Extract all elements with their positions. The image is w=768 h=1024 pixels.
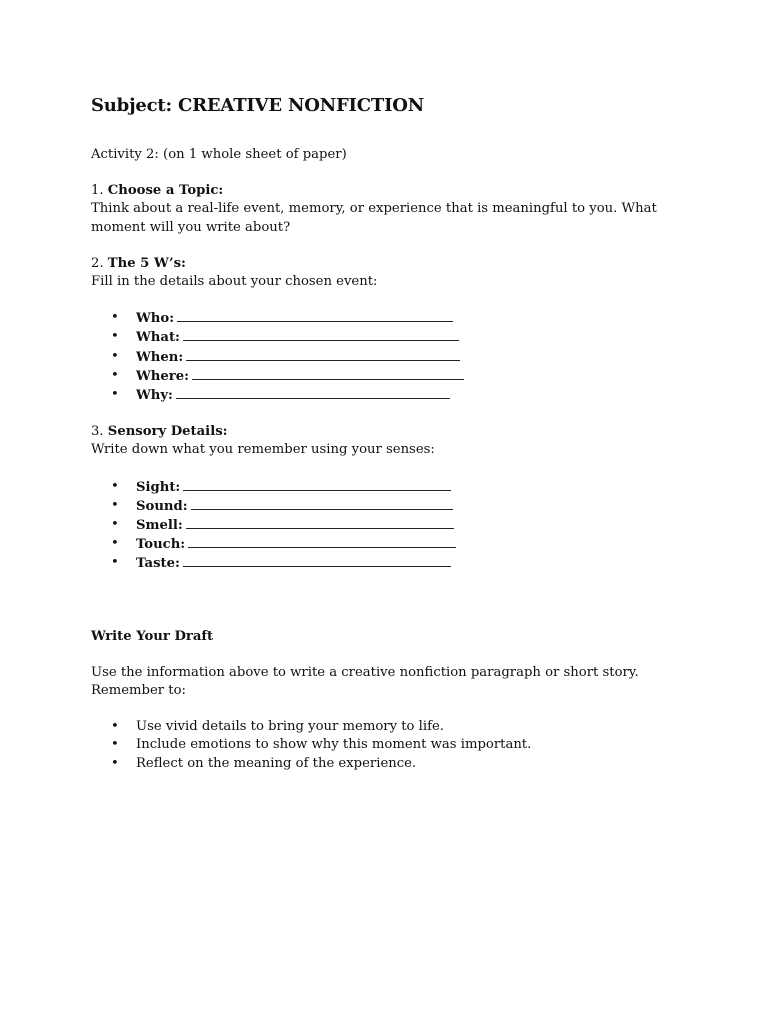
sound-label: Sound: — [136, 498, 188, 514]
when-label: When: — [136, 349, 184, 365]
list-item-where — [91, 367, 691, 386]
section-2-title: The 5 W’s: — [107, 255, 186, 271]
who-label: Who: — [136, 311, 175, 327]
list-item-reminder — [91, 755, 691, 773]
what-blank-line[interactable] — [183, 328, 459, 341]
reminder-text: Include emotions to show why this moment was important. — [136, 737, 532, 753]
bullet: • — [111, 387, 119, 403]
section-3-title: Sensory Details: — [107, 424, 228, 440]
list-item-sound — [91, 497, 691, 516]
bullet: • — [111, 536, 119, 552]
reminder-text: Reflect on the meaning of the experience. — [136, 755, 417, 771]
activity-instruction: Activity 2: (on 1 whole sheet of paper) — [91, 147, 347, 162]
sight-blank-line[interactable] — [183, 478, 451, 491]
list-item-why — [91, 386, 691, 405]
touch-blank-line[interactable] — [188, 535, 456, 548]
page-title: Subject: CREATIVE NONFICTION — [91, 95, 425, 116]
taste-label: Taste: — [136, 556, 180, 572]
bullet: • — [111, 329, 119, 345]
list-item-smell — [91, 516, 691, 535]
list-item-reminder — [91, 718, 691, 736]
section-1-text-line-2: moment will you write about? — [91, 219, 291, 235]
section-2-text: Fill in the details about your chosen event: — [91, 274, 378, 290]
section-1-number: 1. — [91, 183, 104, 199]
where-label: Where: — [136, 368, 189, 384]
touch-label: Touch: — [136, 537, 186, 553]
bullet: • — [111, 755, 119, 771]
section-3-text: Write down what you remember using your senses: — [91, 442, 435, 458]
sight-label: Sight: — [136, 479, 181, 495]
list-item-what — [91, 328, 691, 347]
section-3-heading — [91, 423, 691, 441]
list-item-when — [91, 348, 691, 367]
list-item-taste — [91, 554, 691, 573]
bullet: • — [111, 497, 119, 513]
what-label: What: — [136, 330, 180, 346]
bullet: • — [111, 310, 119, 326]
smell-blank-line[interactable] — [186, 516, 454, 529]
list-item-touch — [91, 535, 691, 554]
smell-label: Smell: — [136, 518, 183, 534]
reminder-text: Use vivid details to bring your memory to life. — [136, 719, 444, 735]
bullet: • — [111, 555, 119, 571]
section-2-number: 2. — [91, 255, 104, 271]
bullet: • — [111, 517, 119, 533]
section-2-heading — [91, 255, 691, 273]
sensory-details-list — [91, 478, 691, 574]
section-1-title: Choose a Topic: — [107, 183, 224, 199]
section-1-text-line-1: Think about a real-life event, memory, or experience that is meaningful to you. What — [91, 201, 657, 217]
draft-reminders-list — [91, 718, 691, 773]
bullet: • — [111, 737, 119, 753]
when-blank-line[interactable] — [186, 348, 460, 361]
bullet: • — [111, 478, 119, 494]
why-label: Why: — [136, 388, 173, 404]
bullet: • — [111, 719, 119, 735]
list-item-who — [91, 309, 691, 328]
bullet: • — [111, 348, 119, 364]
who-blank-line[interactable] — [177, 309, 453, 322]
draft-text-line-2: Remember to: — [91, 683, 186, 699]
draft-text-line-1: Use the information above to write a creative nonfiction paragraph or short story. — [91, 664, 639, 680]
list-item-reminder — [91, 736, 691, 754]
list-item-sight — [91, 478, 691, 497]
five-ws-list — [91, 309, 691, 405]
draft-heading: Write Your Draft — [91, 628, 214, 644]
worksheet-page — [91, 92, 691, 773]
taste-blank-line[interactable] — [183, 554, 451, 567]
section-1-heading — [91, 182, 691, 200]
bullet: • — [111, 367, 119, 383]
section-3-number: 3. — [91, 424, 104, 440]
where-blank-line[interactable] — [192, 367, 464, 380]
why-blank-line[interactable] — [176, 386, 450, 399]
sound-blank-line[interactable] — [191, 497, 453, 510]
